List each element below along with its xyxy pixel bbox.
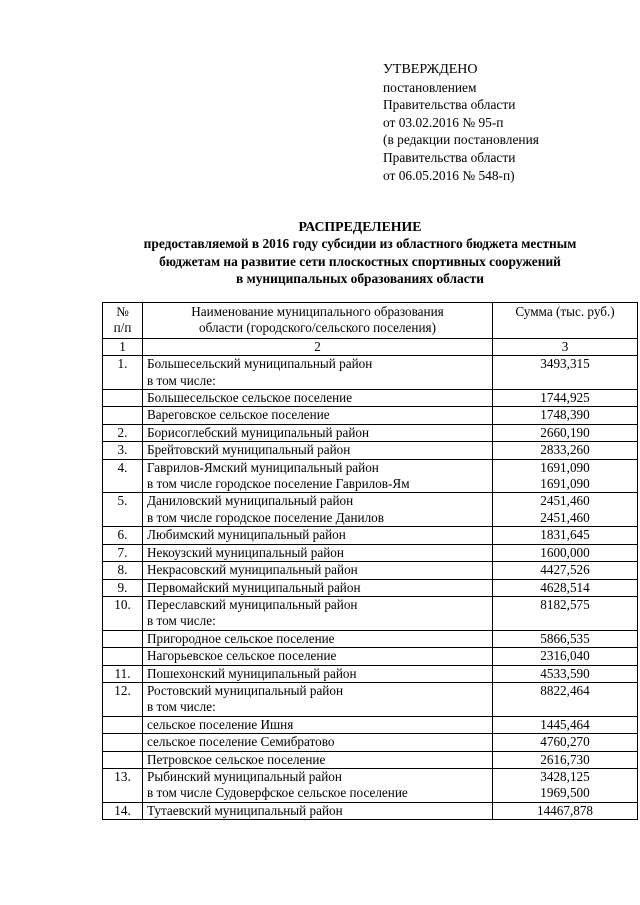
row-amount-line: 3493,315 — [540, 356, 590, 372]
row-amount — [493, 596, 638, 630]
row-name — [143, 390, 493, 407]
approval-line: от 06.05.2016 № 548-п) — [383, 167, 515, 183]
row-number: 2. — [103, 424, 143, 441]
approval-line: (в редакции постановления — [383, 132, 539, 148]
row-amount-line: 8182,575 — [540, 596, 590, 612]
row-amount-line: 5866,535 — [540, 630, 590, 646]
row-name-line: Большесельское сельское поселение — [147, 390, 353, 406]
row-amount — [493, 682, 638, 716]
row-name-line: Ростовский муниципальный район — [147, 682, 344, 698]
row-amount-line: 1831,645 — [540, 527, 590, 543]
row-name-line: Большесельский муниципальный район — [147, 356, 373, 372]
row-name-line: в том числе Судоверфское сельское поселение — [147, 785, 408, 801]
header-num-line: № — [116, 304, 129, 319]
row-number: 10. — [103, 596, 143, 630]
row-name — [143, 596, 493, 630]
row-number — [103, 407, 143, 424]
approval-line: от 03.02.2016 № 95-п — [383, 114, 504, 130]
title-main: РАСПРЕДЕЛЕНИЕ — [298, 219, 422, 234]
row-name-line: в том числе: — [147, 372, 216, 388]
row-number: 6. — [103, 527, 143, 544]
row-amount-line: 2660,190 — [540, 424, 590, 440]
row-amount — [493, 407, 638, 424]
approval-line: Правительства области — [383, 149, 516, 165]
row-amount-line: 2616,730 — [540, 751, 590, 767]
table-row — [103, 716, 638, 733]
row-name-line: Вареговское сельское поселение — [147, 407, 330, 423]
column-number: 2 — [143, 338, 493, 355]
row-amount-line: 1691,090 — [540, 459, 590, 475]
header-num-line: п/п — [113, 320, 132, 336]
row-amount-line: 1748,390 — [540, 407, 590, 423]
row-number: 5. — [103, 493, 143, 527]
row-number: 11. — [103, 665, 143, 682]
row-number — [103, 390, 143, 407]
header-sum: Сумма (тыс. руб.) — [493, 303, 638, 339]
row-name — [143, 407, 493, 424]
table-row — [103, 648, 638, 665]
row-name-line: Гаврилов-Ямский муниципальный район — [147, 459, 379, 475]
row-name-line: сельское поселение Семибратово — [147, 734, 335, 750]
row-number: 3. — [103, 442, 143, 459]
row-amount — [493, 356, 638, 390]
row-number — [103, 716, 143, 733]
row-amount — [493, 562, 638, 579]
row-amount — [493, 648, 638, 665]
row-name — [143, 716, 493, 733]
row-amount-line: 2833,260 — [540, 442, 590, 458]
row-amount — [493, 768, 638, 802]
row-name-line: в том числе городское поселение Данилов — [147, 509, 384, 525]
row-name — [143, 682, 493, 716]
row-name-line: Первомайский муниципальный район — [147, 579, 361, 595]
row-amount — [493, 802, 638, 819]
row-name-line: Даниловский муниципальный район — [147, 493, 354, 509]
row-name — [143, 493, 493, 527]
row-amount-line: 4628,514 — [540, 579, 590, 595]
row-name-line: Петровское сельское поселение — [147, 751, 326, 767]
row-name — [143, 579, 493, 596]
row-amount — [493, 390, 638, 407]
row-name — [143, 562, 493, 579]
row-amount-line: 1445,464 — [540, 716, 590, 732]
table-row — [103, 630, 638, 647]
row-amount — [493, 665, 638, 682]
row-amount-line: 8822,464 — [540, 682, 590, 698]
row-amount — [493, 544, 638, 561]
row-amount-line: 2451,460 — [540, 493, 590, 509]
row-amount — [493, 493, 638, 527]
row-name-line: в том числе городское поселение Гаврилов-Ям — [147, 476, 410, 492]
table-row — [103, 407, 638, 424]
row-name-line: Переславский муниципальный район — [147, 596, 358, 612]
column-number: 1 — [103, 338, 143, 355]
row-name — [143, 459, 493, 493]
row-amount — [493, 579, 638, 596]
row-amount — [493, 527, 638, 544]
table-row — [103, 682, 638, 716]
row-number — [103, 648, 143, 665]
row-number: 13. — [103, 768, 143, 802]
distribution-table — [102, 302, 638, 820]
row-amount — [493, 716, 638, 733]
table-row — [103, 544, 638, 561]
row-number — [103, 630, 143, 647]
row-number: 12. — [103, 682, 143, 716]
row-name — [143, 648, 493, 665]
row-name-line: Некрасовский муниципальный район — [147, 562, 358, 578]
row-number: 8. — [103, 562, 143, 579]
row-name-line: в том числе: — [147, 699, 216, 715]
row-amount-line: 1691,090 — [540, 476, 590, 492]
title-line: предоставляемой в 2016 году субсидии из областного бюджета местным — [143, 236, 577, 252]
row-name — [143, 802, 493, 819]
row-amount-line: 1744,925 — [540, 390, 590, 406]
row-name — [143, 527, 493, 544]
row-name-line: Некоузский муниципальный район — [147, 544, 344, 560]
row-name-line: Пригородное сельское поселение — [147, 630, 335, 646]
row-name-line: Любимский муниципальный район — [147, 527, 346, 543]
table-row — [103, 356, 638, 390]
table-row — [103, 665, 638, 682]
row-amount-line: 4533,590 — [540, 665, 590, 681]
approval-stamp — [383, 61, 539, 184]
table-row — [103, 562, 638, 579]
row-name — [143, 630, 493, 647]
table-row — [103, 527, 638, 544]
row-name-line: сельское поселение Ишня — [147, 716, 294, 732]
row-name — [143, 544, 493, 561]
table-row — [103, 579, 638, 596]
row-name — [143, 734, 493, 751]
header-name-line: Наименование муниципального образования — [191, 304, 444, 319]
row-amount-line: 2316,040 — [540, 648, 590, 664]
table-row — [103, 493, 638, 527]
table-row — [103, 459, 638, 493]
row-name — [143, 356, 493, 390]
row-amount — [493, 459, 638, 493]
approval-line: Правительства области — [383, 97, 516, 113]
table-row — [103, 596, 638, 630]
row-name-line: Нагорьевское сельское поселение — [147, 648, 337, 664]
row-name — [143, 768, 493, 802]
row-amount-line: 3428,125 — [540, 768, 590, 784]
row-name — [143, 751, 493, 768]
header-name — [143, 303, 493, 339]
row-amount — [493, 630, 638, 647]
row-amount-line: 1600,000 — [540, 544, 590, 560]
approval-line: постановлением — [383, 79, 477, 95]
title-line: бюджетам на развитие сети плоскостных спортивных сооружений — [159, 253, 561, 269]
row-amount-line: 14467,878 — [536, 802, 594, 818]
row-name-line: Рыбинский муниципальный район — [147, 768, 342, 784]
row-amount — [493, 751, 638, 768]
row-amount-line: 2451,460 — [540, 509, 590, 525]
table-row — [103, 768, 638, 802]
row-amount-line: 4760,270 — [540, 734, 590, 750]
row-amount — [493, 734, 638, 751]
header-num — [103, 303, 143, 339]
document-title — [100, 218, 620, 288]
row-name-line: Тутаевский муниципальный район — [147, 802, 343, 818]
row-amount — [493, 424, 638, 441]
table-row — [103, 734, 638, 751]
row-name-line: Борисоглебский муниципальный район — [147, 424, 370, 440]
approval-line: УТВЕРЖДЕНО — [383, 62, 478, 77]
column-number: 3 — [493, 338, 638, 355]
row-number — [103, 734, 143, 751]
row-number: 9. — [103, 579, 143, 596]
table-body — [103, 356, 638, 820]
table-row — [103, 442, 638, 459]
header-name-line: области (городского/сельского поселения) — [199, 320, 436, 336]
table-row — [103, 751, 638, 768]
row-name-line: Брейтовский муниципальный район — [147, 442, 351, 458]
column-number-row — [103, 338, 638, 355]
row-number: 7. — [103, 544, 143, 561]
table-header-row — [103, 303, 638, 339]
row-name-line: Пошехонский муниципальный район — [147, 665, 357, 681]
row-amount — [493, 442, 638, 459]
row-amount-line: 4427,526 — [540, 562, 590, 578]
row-name — [143, 665, 493, 682]
row-number: 14. — [103, 802, 143, 819]
row-number: 1. — [103, 356, 143, 390]
row-name — [143, 424, 493, 441]
title-line: в муниципальных образованиях области — [236, 271, 484, 287]
table-row — [103, 390, 638, 407]
row-name — [143, 442, 493, 459]
row-name-line: в том числе: — [147, 613, 216, 629]
table-row — [103, 802, 638, 819]
table-row — [103, 424, 638, 441]
row-amount-line: 1969,500 — [540, 785, 590, 801]
row-number: 4. — [103, 459, 143, 493]
row-number — [103, 751, 143, 768]
